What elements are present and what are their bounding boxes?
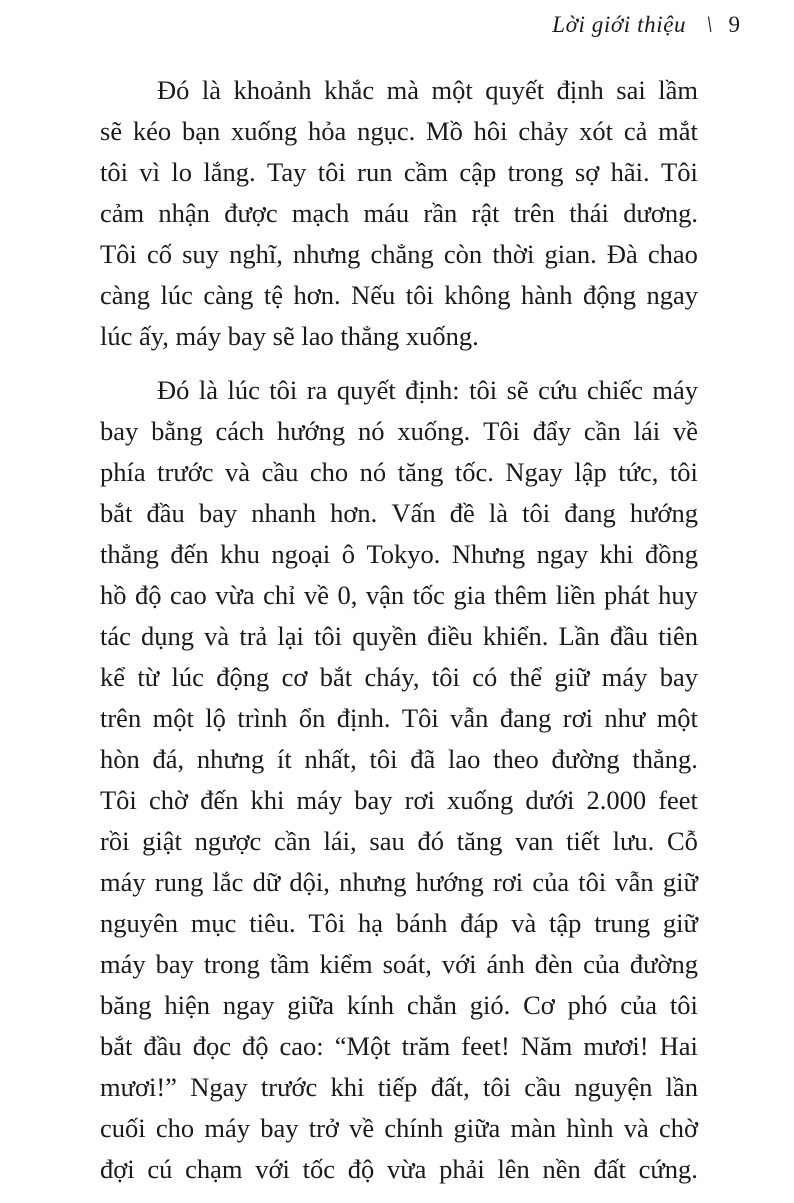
text-line: mươi!” Ngay trước khi tiếp đất, tôi cầu nguyện lần: [100, 1072, 698, 1102]
text-line: tôi vì lo lắng. Tay tôi run cầm cập trong sợ hãi. Tôi: [100, 157, 698, 187]
text-line: Đó là lúc tôi ra quyết định: tôi sẽ cứu chiếc máy: [157, 375, 698, 405]
text-line: Đó là khoảnh khắc mà một quyết định sai lầm: [157, 75, 698, 105]
text-line: hồ độ cao vừa chỉ về 0, vận tốc gia thêm liền phát huy: [100, 580, 698, 610]
page-number: 9: [728, 12, 740, 37]
text-line: rồi giật ngược cần lái, sau đó tăng van tiết lưu. Cỗ: [100, 826, 698, 856]
text-line: Tôi cố suy nghĩ, nhưng chẳng còn thời gian. Đà chao: [100, 239, 698, 269]
text-line: hòn đá, nhưng ít nhất, tôi đã lao theo đường thẳng.: [100, 744, 698, 774]
text-line: máy bay trong tầm kiểm soát, với ánh đèn của đường: [100, 949, 698, 979]
text-line: tác dụng và trả lại tôi quyền điều khiển. Lần đầu tiên: [100, 621, 698, 651]
running-head-chapter-title: Lời giới thiệu: [552, 12, 687, 37]
text-line: sẽ kéo bạn xuống hỏa ngục. Mồ hôi chảy xót cả mắt: [100, 116, 698, 146]
text-line: càng lúc càng tệ hơn. Nếu tôi không hành động ngay: [100, 280, 698, 310]
text-line: bắt đầu đọc độ cao: “Một trăm feet! Năm mươi! Hai: [100, 1031, 698, 1061]
text-line: phía trước và cầu cho nó tăng tốc. Ngay lập tức, tôi: [100, 457, 698, 487]
text-line: cảm nhận được mạch máu rần rật trên thái dương.: [100, 198, 698, 228]
paragraph: [100, 70, 698, 357]
body-text: [100, 70, 698, 1203]
header-separator: \: [706, 12, 713, 37]
text-line: đợi cú chạm với tốc độ vừa phải lên nền đất cứng.: [100, 1154, 698, 1184]
text-line: cuối cho máy bay trở về chính giữa màn hình và chờ: [100, 1113, 698, 1143]
text-line: trên một lộ trình ổn định. Tôi vẫn đang rơi như một: [100, 703, 698, 733]
text-line: kể từ lúc động cơ bắt cháy, tôi có thể giữ máy bay: [100, 662, 698, 692]
page-header: [552, 12, 740, 38]
text-line: thẳng đến khu ngoại ô Tokyo. Nhưng ngay khi đồng: [100, 539, 698, 569]
text-line: máy rung lắc dữ dội, nhưng hướng rơi của tôi vẫn giữ: [100, 867, 698, 897]
text-line: nguyên mục tiêu. Tôi hạ bánh đáp và tập trung giữ: [100, 908, 698, 938]
text-line: Tôi chờ đến khi máy bay rơi xuống dưới 2.000 feet: [100, 785, 698, 815]
paragraph: [100, 370, 698, 1190]
text-line: bắt đầu bay nhanh hơn. Vấn đề là tôi đang hướng: [100, 498, 698, 528]
text-line: bay bằng cách hướng nó xuống. Tôi đẩy cần lái về: [100, 416, 698, 446]
text-line: băng hiện ngay giữa kính chắn gió. Cơ phó của tôi: [100, 990, 698, 1020]
text-line: lúc ấy, máy bay sẽ lao thẳng xuống.: [100, 321, 479, 351]
